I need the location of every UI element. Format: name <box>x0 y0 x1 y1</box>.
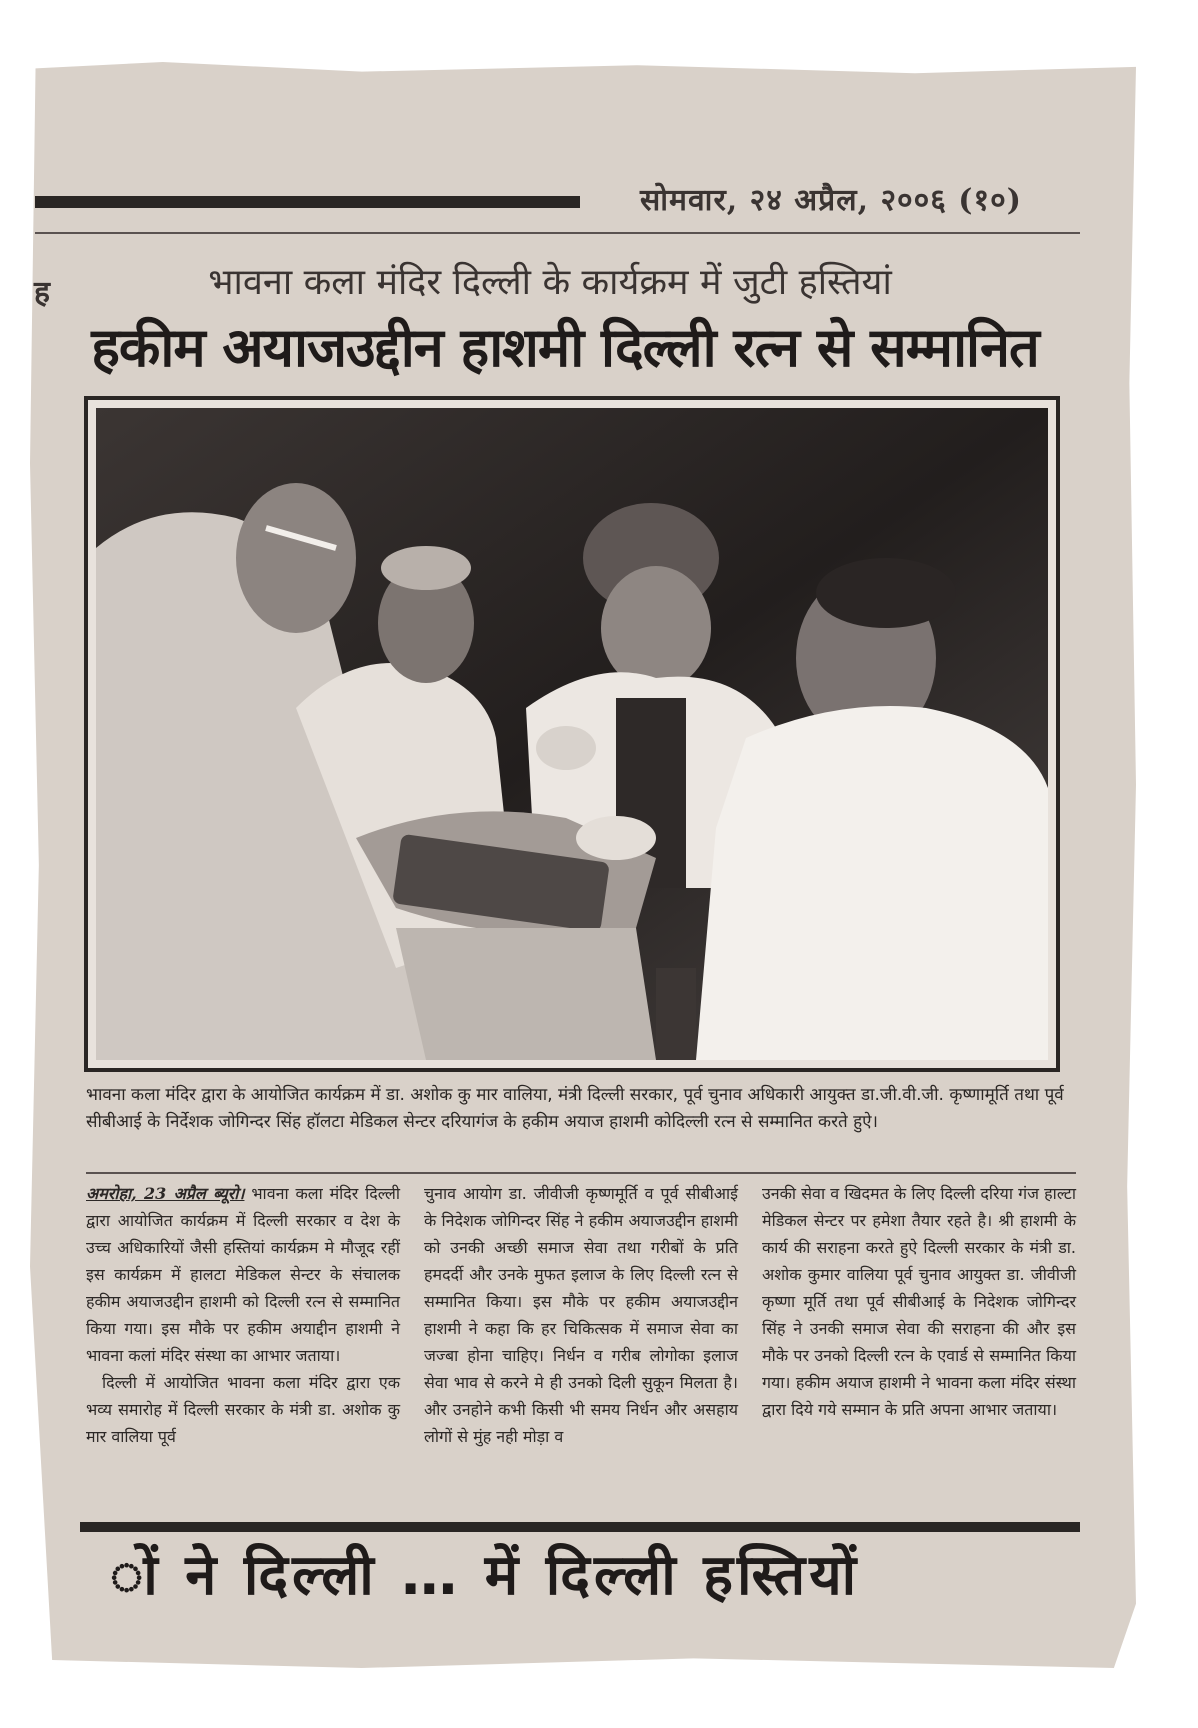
divider-rule <box>35 232 1080 234</box>
column-1-paragraph-1 <box>86 1180 400 1369</box>
caption-divider <box>86 1172 1076 1174</box>
next-article-headline-fragment <box>110 1536 1060 1570</box>
photo-frame <box>84 396 1060 1072</box>
article-column-3 <box>762 1180 1076 1516</box>
column-2-paragraph: चुनाव आयोग डा. जीवीजी कृष्णमूर्ति व पूर्व सीबीआई के निदेशक जोगिन्दर सिंह ने हकीम अयाजउद्दीन हाशमी को उनकी अच्छी समाज सेवा तथा गरीबों के प्रति हमदर्दी और उनके मुफत इलाज के लिए दिल्ली रत्न से सम्मानित किया। इस मौके पर हकीम अयाजउद्दीन हाशमी ने कहा कि हर चिकित्सक में समाज सेवा का जज्बा होना चाहिए। निर्धन व गरीब लोगोका इलाज सेवा भाव से करने मे ही उनको दिली सुकून मिलता है। और उनहोने कभी किसी भी समय निर्धन और असहाय लोगों से मुंह नही मोड़ा व <box>424 1184 738 1446</box>
column-3-paragraph: उनकी सेवा व खिदमत के लिए दिल्ली दरिया गंज हाल्टा मेडिकल सेन्टर पर हमेशा तैयार रहते है। श्री हाशमी के कार्य की सराहना करते हुऐ दिल्ली सरकार के मंत्री डा. अशोक कुमार वालिया पूर्व चुनाव आयुक्त डा. जीवीजी कृष्णा मूर्ति तथा पूर्व सीबीआई के निदेशक जोगिन्दर सिंह ने उनकी समाज सेवा की सराहना की और इस मौके पर उनको दिल्ली रत्न के एवार्ड से सम्मानित किया गया। हकीम अयाज हाशमी ने भावना कला मंदिर संस्था द्वारा दिये गये सम्मान के प्रति अपना आभार जताया। <box>762 1184 1076 1419</box>
article-body <box>86 1180 1076 1516</box>
column-1-text: भावना कला मंदिर दिल्ली द्वारा आयोजित कार्यक्रम में दिल्ली सरकार व देश के उच्च अधिकारियों जैसी हस्तियां कार्यक्रम मे मौजूद रहीं इस कार्यक्रम में हालटा मेडिकल सेन्टर के संचालक हकीम अयाजउद्दीन हाशमी को दिल्ली रत्न से सम्मानित किया गया। इस मौके पर हकीम अयाद्दीन हाशमी ने भावना कलां मंदिर संस्था का आभार जताया। <box>86 1184 400 1365</box>
article-headline: हकीम अयाजउद्दीन हाशमी दिल्ली रत्न से सम्मानित <box>91 316 1039 379</box>
award-ceremony-photo <box>96 408 1048 1060</box>
date-line: सोमवार, २४ अप्रैल, २००६ (१०) <box>640 183 1022 218</box>
column-1-paragraph-2: दिल्ली में आयोजित भावना कला मंदिर द्वारा एक भव्य समारोह में दिल्ली सरकार के मंत्री डा. अशोक कु मार वालिया पूर्व <box>86 1373 400 1446</box>
cut-off-glyph: ह <box>34 275 50 310</box>
article-subheadline: भावना कला मंदिर दिल्ली के कार्यक्रम में जुटी हस्तियां <box>208 262 892 303</box>
bottom-rule <box>80 1522 1080 1532</box>
photo-caption: भावना कला मंदिर द्वारा के आयोजित कार्यक्रम में डा. अशोक कु मार वालिया, मंत्री दिल्ली सरकार, पूर्व चुनाव अधिकारी आयुक्त डा.जी.वी.जी. कृष्णामूर्ति तथा पूर्व सीबीआई के निर्देशक जोगिन्दर सिंह हॉलटा मेडिकल सेन्टर दरियागंज के हकीम अयाज हाशमी कोदिल्ली रत्न से सम्मानित करते हुऐ। <box>86 1085 1064 1132</box>
article-dateline: अमरोहा, 23 अप्रैल ब्यूरो। <box>86 1184 245 1203</box>
article-column-1 <box>86 1180 400 1516</box>
article-column-2 <box>424 1180 738 1516</box>
masthead-rule <box>35 196 580 208</box>
